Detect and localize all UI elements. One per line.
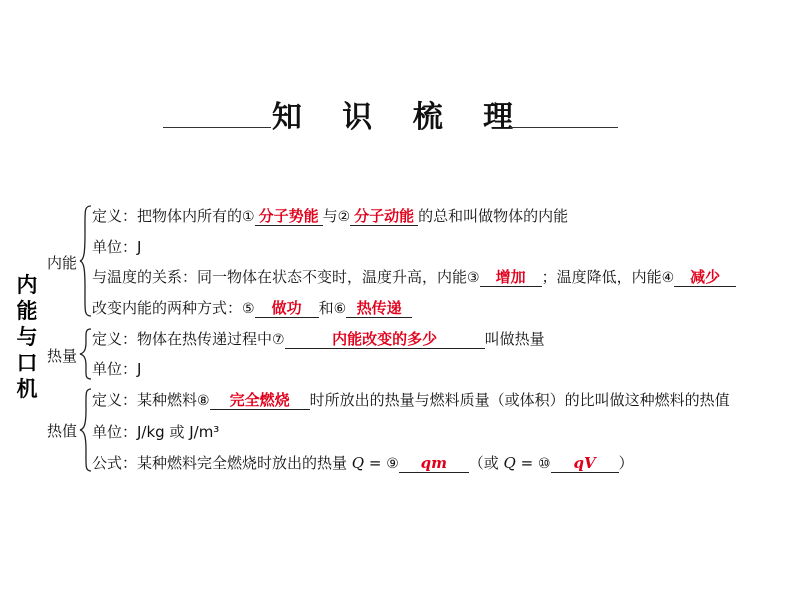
- side-title-char: 内: [16, 273, 38, 297]
- page-title: 知 识 梳 理: [271, 100, 529, 135]
- brace-neineng: [80, 205, 92, 317]
- side-title-char: 机: [16, 377, 38, 401]
- brace-reliang: [80, 328, 92, 380]
- answer-10: qV: [551, 455, 619, 473]
- side-title-char: 能: [16, 299, 38, 323]
- title-rule-right: [510, 127, 618, 128]
- rezhi-definition: 定义：某种燃料⑧ 完全燃烧 时所放出的热量与燃料质量（或体积）的比叫做这种燃料的热值: [92, 391, 730, 409]
- answer-5: 做功: [255, 300, 319, 318]
- answer-1: 分子势能: [255, 208, 323, 226]
- label-reliang: 热量: [47, 347, 78, 365]
- answer-3: 增加: [480, 269, 542, 287]
- answer-9: qm: [399, 455, 469, 473]
- brace-rezhi: [80, 388, 92, 472]
- answer-7: 内能改变的多少: [285, 331, 485, 349]
- side-title: [12, 272, 42, 402]
- answer-2: 分子动能: [350, 208, 418, 226]
- rezhi-unit: 单位：J/kg 或 J/m³: [92, 423, 220, 441]
- answer-4: 减少: [674, 269, 736, 287]
- answer-6: 热传递: [346, 300, 412, 318]
- reliang-definition: 定义：物体在热传递过程中⑦ 内能改变的多少 叫做热量: [92, 330, 545, 348]
- neineng-unit: 单位：J: [92, 238, 142, 256]
- side-title-char: 口: [16, 351, 38, 375]
- reliang-unit: 单位：J: [92, 360, 142, 378]
- rezhi-formula: 公式：某种燃料完全燃烧时放出的热量 Q = ⑨ qm （或 Q = ⑩ qV ）: [92, 454, 634, 472]
- side-title-char: 与: [16, 325, 38, 349]
- label-neineng: 内能: [47, 254, 78, 272]
- answer-8: 完全燃烧: [210, 392, 310, 410]
- neineng-temperature: 与温度的关系：同一物体在状态不变时，温度升高，内能③ 增加 ；温度降低，内能④ 减少: [92, 267, 736, 288]
- neineng-definition: 定义：把物体内所有的① 分子势能 与② 分子动能 的总和叫做物体的内能: [92, 207, 569, 225]
- title-block: [0, 92, 800, 142]
- neineng-ways: 改变内能的两种方式：⑤ 做功 和⑥ 热传递: [92, 298, 412, 319]
- label-rezhi: 热值: [47, 422, 78, 440]
